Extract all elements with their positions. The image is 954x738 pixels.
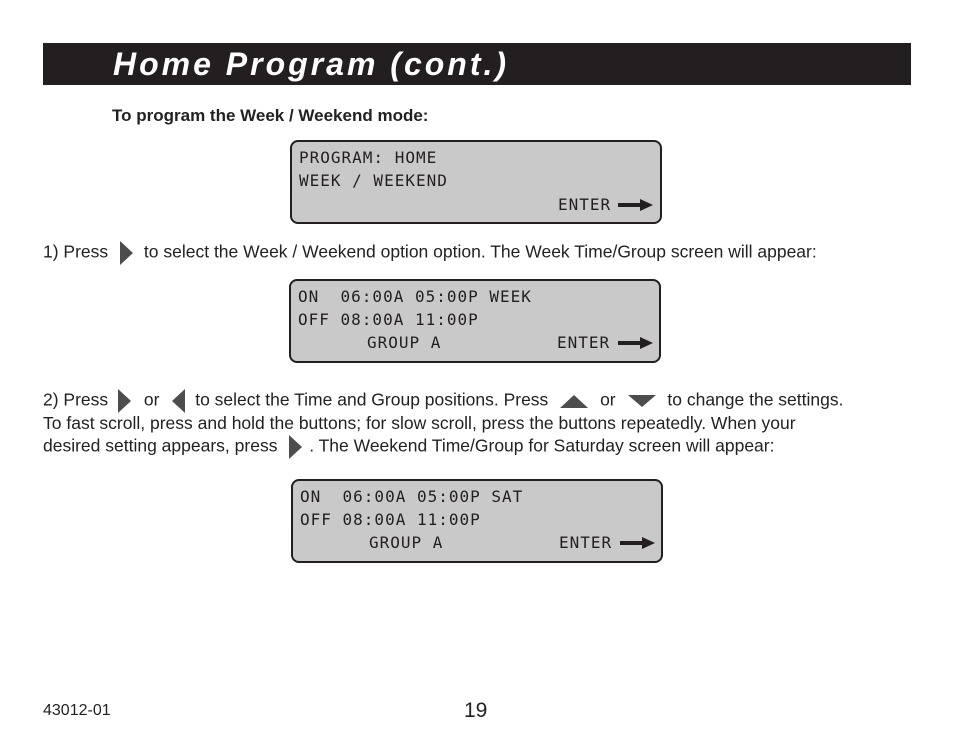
section-subheading: To program the Week / Weekend mode: xyxy=(112,106,429,125)
step-2-line-1 xyxy=(43,388,843,414)
step-2-line-2: To fast scroll, press and hold the buttons; for slow scroll, press the buttons repeatedly. When your xyxy=(43,413,796,433)
step-2-line-3 xyxy=(43,434,774,460)
lcd-screen-saturday xyxy=(291,479,663,563)
lcd-line-1: PROGRAM: HOME xyxy=(299,148,438,167)
step-2-line-3-prefix: desired setting appears, press xyxy=(43,435,278,456)
document-code: 43012-01 xyxy=(43,702,111,719)
lcd-line-1: ON 06:00A 05:00P WEEK xyxy=(298,287,532,306)
title-bar xyxy=(43,43,911,85)
step-2-end: to change the settings. xyxy=(667,389,844,410)
step-1-prefix: 1) Press xyxy=(43,241,109,262)
right-arrow-icon xyxy=(286,434,304,460)
enter-arrow-icon xyxy=(618,336,654,350)
right-arrow-icon xyxy=(117,240,135,266)
up-arrow-icon xyxy=(559,393,589,409)
lcd-line-3: GROUP A xyxy=(369,533,444,552)
step-1-text xyxy=(43,240,817,266)
step-2-mid: to select the Time and Group positions. Press xyxy=(195,389,549,410)
page-title: Home Program (cont.) xyxy=(113,46,510,82)
left-arrow-icon xyxy=(170,388,188,414)
page-number: 19 xyxy=(464,699,488,722)
lcd-line-2: OFF 08:00A 11:00P xyxy=(298,310,479,329)
lcd-enter-label: ENTER xyxy=(558,195,612,214)
right-arrow-icon xyxy=(115,388,133,414)
step-1-body: to select the Week / Weekend option option. The Week Time/Group screen will appear: xyxy=(143,241,817,262)
lcd-enter-label: ENTER xyxy=(557,333,611,352)
step-2-prefix: 2) Press xyxy=(43,389,109,410)
lcd-screen-week xyxy=(289,279,661,363)
enter-arrow-icon xyxy=(618,198,654,212)
lcd-enter-label: ENTER xyxy=(559,533,613,552)
lcd-line-3: GROUP A xyxy=(367,333,442,352)
down-arrow-icon xyxy=(627,393,657,409)
lcd-line-2: OFF 08:00A 11:00P xyxy=(300,510,481,529)
step-2-line-3-suffix: . The Weekend Time/Group for Saturday screen will appear: xyxy=(309,435,775,456)
lcd-line-2: WEEK / WEEKEND xyxy=(299,171,448,190)
enter-arrow-icon xyxy=(620,536,656,550)
step-2-or: or xyxy=(143,389,160,410)
lcd-screen-program-home xyxy=(290,140,662,224)
step-2-or: or xyxy=(600,389,616,410)
lcd-line-1: ON 06:00A 05:00P SAT xyxy=(300,487,524,506)
